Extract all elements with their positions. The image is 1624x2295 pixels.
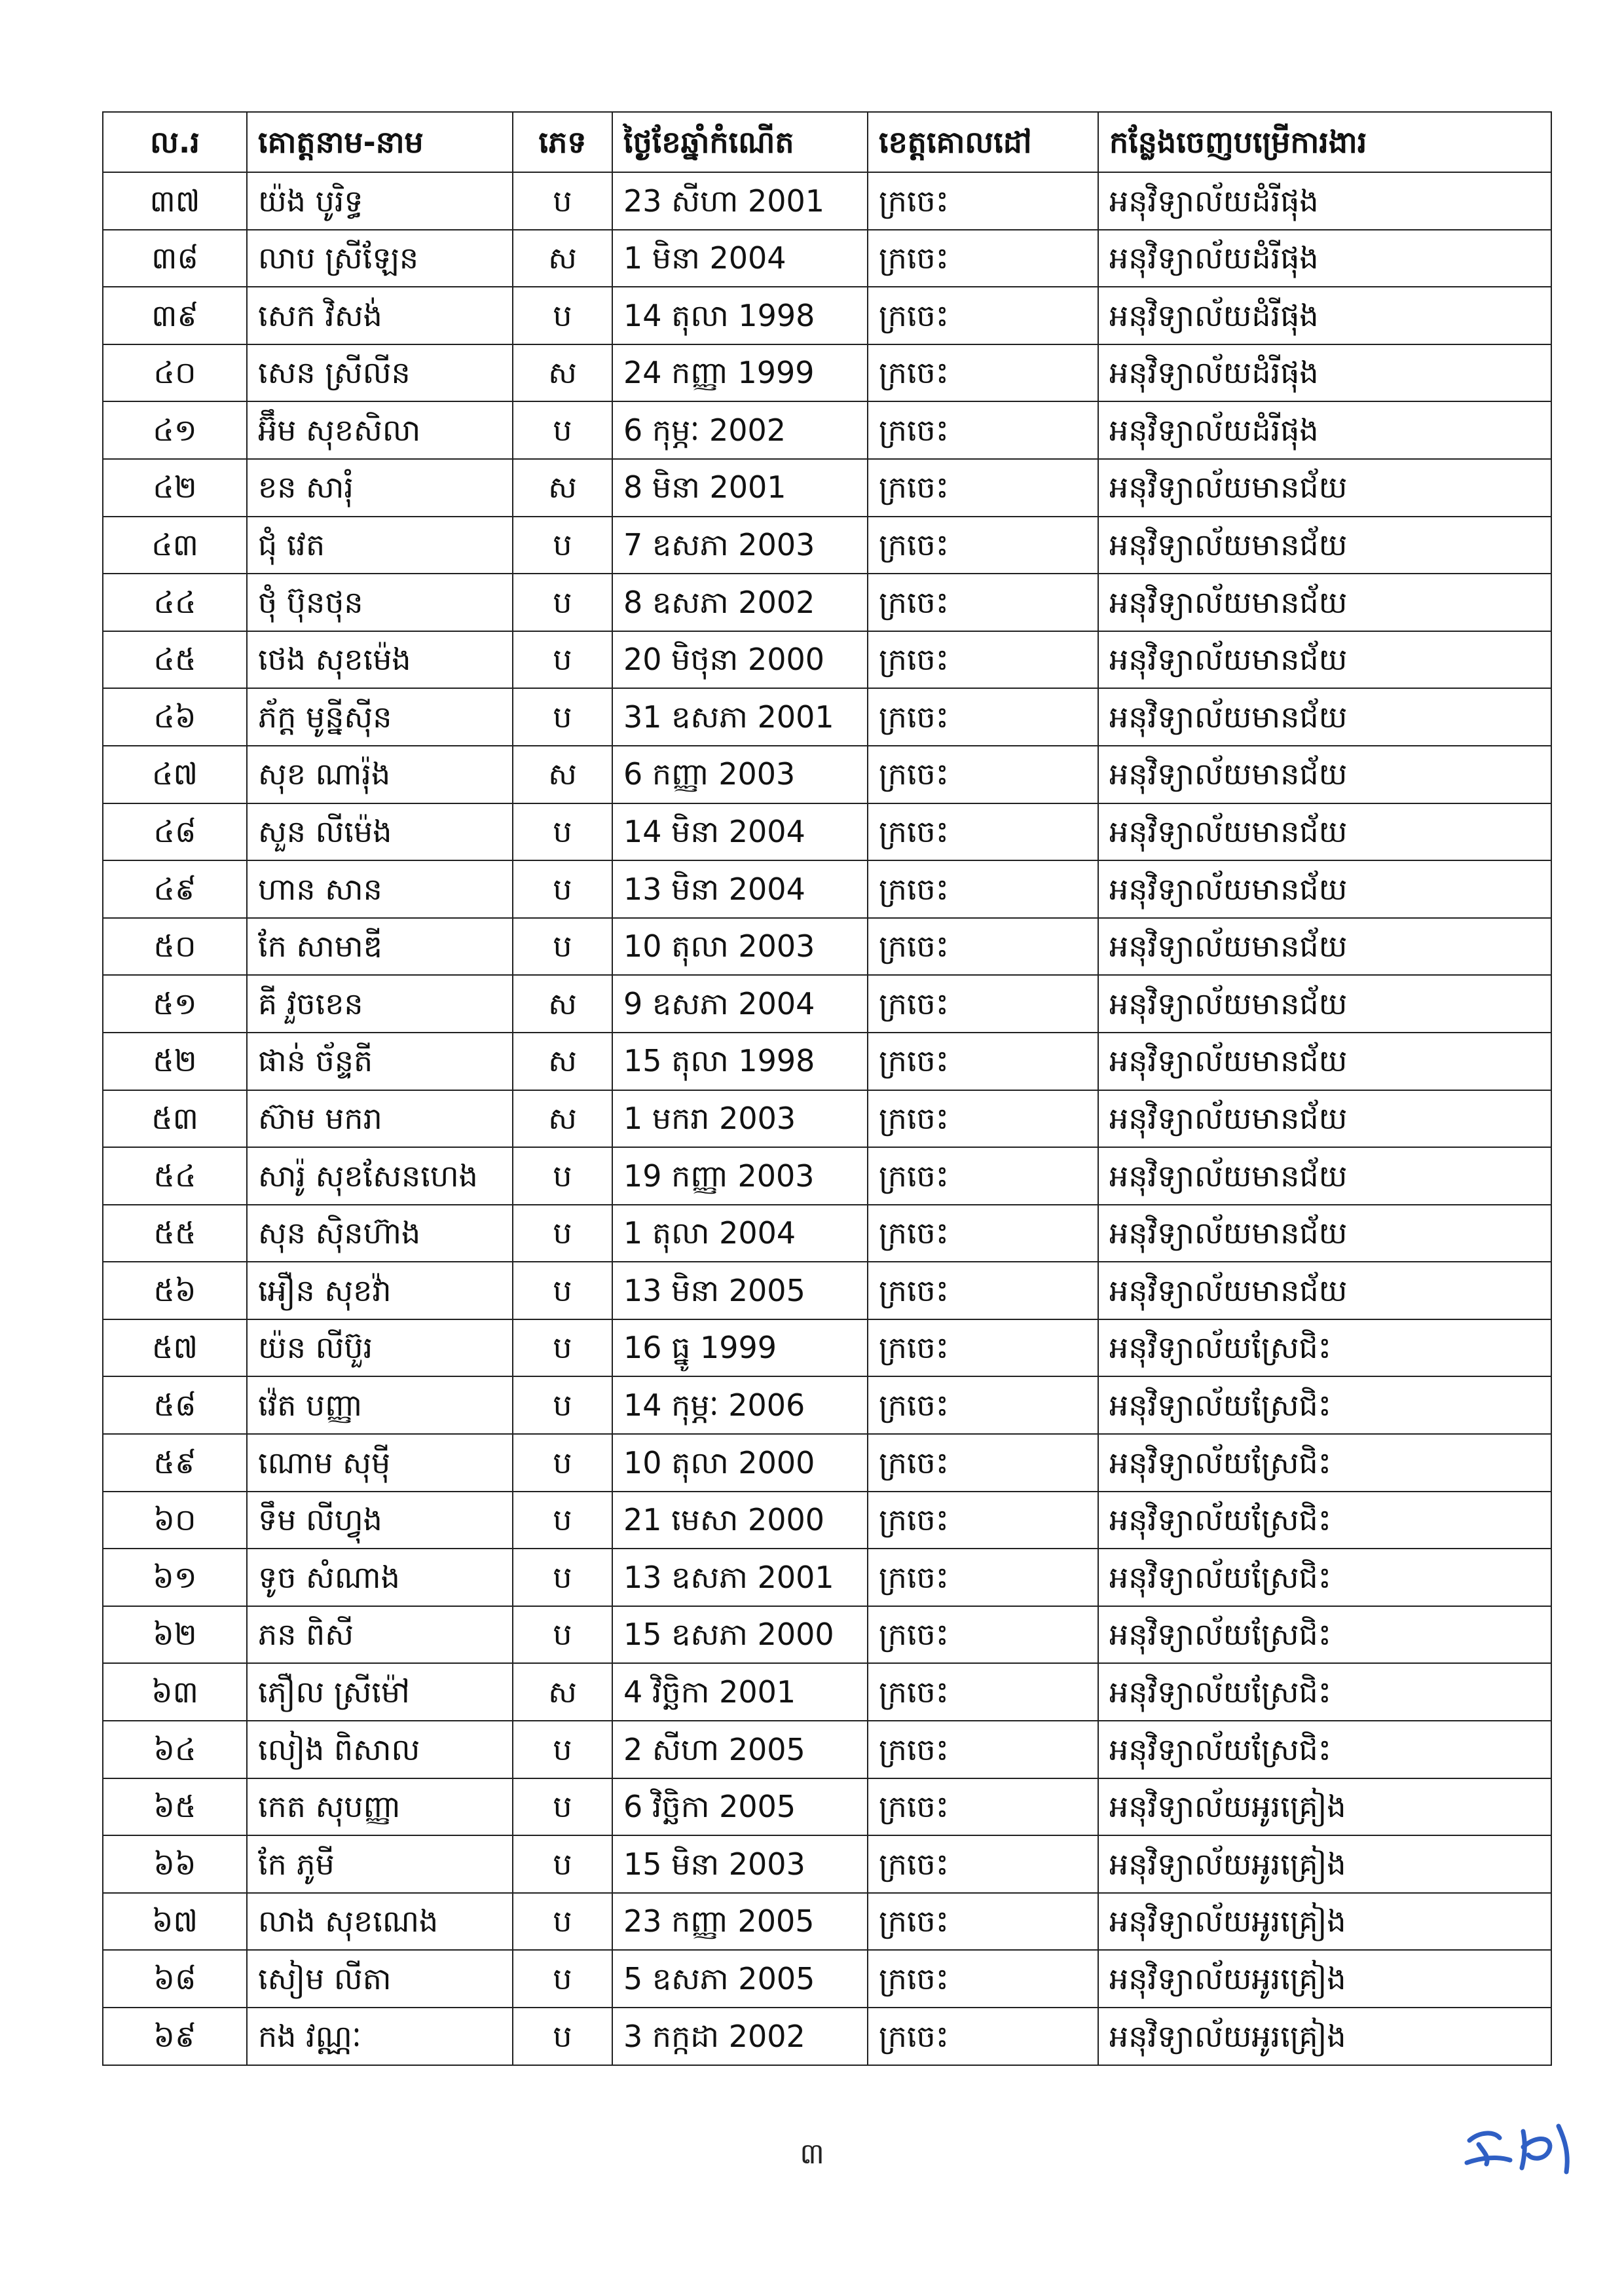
cell-name: ទូច សំណាង bbox=[247, 1549, 513, 1606]
cell-workplace: អនុវិទ្យាល័យអូរគ្រៀង bbox=[1098, 1950, 1551, 2008]
cell-date-of-birth: 15 ឧសភា 2000 bbox=[612, 1606, 868, 1664]
cell-name: កេត សុបញ្ញា bbox=[247, 1778, 513, 1836]
cell-province: ក្រចេះ bbox=[868, 517, 1098, 574]
table-row bbox=[103, 459, 1551, 517]
table-row bbox=[103, 860, 1551, 918]
table-row bbox=[103, 1663, 1551, 1721]
cell-name: សារ៉ូ សុខសែនហេង bbox=[247, 1147, 513, 1205]
table-row bbox=[103, 1778, 1551, 1836]
cell-province: ក្រចេះ bbox=[868, 1606, 1098, 1664]
cell-date-of-birth: 6 កុម្ភៈ 2002 bbox=[612, 401, 868, 459]
cell-province: ក្រចេះ bbox=[868, 1033, 1098, 1090]
cell-name: សេន ស្រីលីន bbox=[247, 344, 513, 402]
cell-workplace: អនុវិទ្យាល័យស្រែជិះ bbox=[1098, 1376, 1551, 1434]
cell-number: ៥១ bbox=[103, 975, 247, 1033]
cell-name: ទឹម លីហ្វុង bbox=[247, 1492, 513, 1549]
cell-name: កែ សាមាឌី bbox=[247, 918, 513, 976]
cell-date-of-birth: 4 វិច្ឆិកា 2001 bbox=[612, 1663, 868, 1721]
header-date-of-birth: ថ្ងៃខែឆ្នាំកំណើត bbox=[612, 112, 868, 172]
cell-date-of-birth: 8 មិនា 2001 bbox=[612, 459, 868, 517]
cell-sex: ប bbox=[513, 1262, 612, 1319]
cell-number: ៤៩ bbox=[103, 860, 247, 918]
table-row bbox=[103, 401, 1551, 459]
cell-name: គី វួចខេន bbox=[247, 975, 513, 1033]
cell-province: ក្រចេះ bbox=[868, 1492, 1098, 1549]
cell-number: ៤៣ bbox=[103, 517, 247, 574]
cell-name: ភន ពិសី bbox=[247, 1606, 513, 1664]
cell-sex: ប bbox=[513, 517, 612, 574]
cell-workplace: អនុវិទ្យាល័យដំរីផុង bbox=[1098, 401, 1551, 459]
cell-sex: ប bbox=[513, 574, 612, 631]
header-sex: ភេទ bbox=[513, 112, 612, 172]
cell-province: ក្រចេះ bbox=[868, 230, 1098, 287]
cell-workplace: អនុវិទ្យាល័យមានជ័យ bbox=[1098, 631, 1551, 689]
cell-sex: ប bbox=[513, 1606, 612, 1664]
table-row bbox=[103, 1205, 1551, 1262]
cell-date-of-birth: 6 វិច្ឆិកា 2005 bbox=[612, 1778, 868, 1836]
cell-sex: ប bbox=[513, 401, 612, 459]
table-row bbox=[103, 230, 1551, 287]
table-header-row bbox=[103, 112, 1551, 172]
table-row bbox=[103, 918, 1551, 976]
table-row bbox=[103, 1319, 1551, 1377]
table-row bbox=[103, 1606, 1551, 1664]
cell-sex: ប bbox=[513, 1778, 612, 1836]
cell-province: ក្រចេះ bbox=[868, 1893, 1098, 1951]
cell-workplace: អនុវិទ្យាល័យមានជ័យ bbox=[1098, 1205, 1551, 1262]
cell-number: ៤២ bbox=[103, 459, 247, 517]
cell-sex: ប bbox=[513, 1147, 612, 1205]
cell-number: ៣៧ bbox=[103, 172, 247, 230]
cell-province: ក្រចេះ bbox=[868, 1262, 1098, 1319]
cell-name: អឿន សុខវ៉ា bbox=[247, 1262, 513, 1319]
cell-sex: ប bbox=[513, 631, 612, 689]
cell-number: ៦៦ bbox=[103, 1835, 247, 1893]
cell-workplace: អនុវិទ្យាល័យមានជ័យ bbox=[1098, 459, 1551, 517]
cell-workplace: អនុវិទ្យាល័យស្រែជិះ bbox=[1098, 1663, 1551, 1721]
cell-sex: ស bbox=[513, 746, 612, 803]
cell-date-of-birth: 13 មិនា 2005 bbox=[612, 1262, 868, 1319]
cell-workplace: អនុវិទ្យាល័យមានជ័យ bbox=[1098, 1090, 1551, 1148]
cell-date-of-birth: 1 តុលា 2004 bbox=[612, 1205, 868, 1262]
cell-workplace: អនុវិទ្យាល័យស្រែជិះ bbox=[1098, 1319, 1551, 1377]
cell-sex: ប bbox=[513, 1549, 612, 1606]
cell-name: វ៉េត បញ្ញា bbox=[247, 1376, 513, 1434]
cell-date-of-birth: 10 តុលា 2000 bbox=[612, 1434, 868, 1492]
table-row bbox=[103, 1147, 1551, 1205]
cell-province: ក្រចេះ bbox=[868, 1778, 1098, 1836]
cell-workplace: អនុវិទ្យាល័យមានជ័យ bbox=[1098, 746, 1551, 803]
cell-date-of-birth: 10 តុលា 2003 bbox=[612, 918, 868, 976]
cell-name: លៀង ពិសាល bbox=[247, 1721, 513, 1778]
cell-sex: ប bbox=[513, 1376, 612, 1434]
cell-province: ក្រចេះ bbox=[868, 2008, 1098, 2065]
cell-province: ក្រចេះ bbox=[868, 1090, 1098, 1148]
table-row bbox=[103, 803, 1551, 861]
cell-number: ៦៧ bbox=[103, 1893, 247, 1951]
cell-workplace: អនុវិទ្យាល័យអូរគ្រៀង bbox=[1098, 1778, 1551, 1836]
table-row bbox=[103, 1090, 1551, 1148]
cell-sex: ប bbox=[513, 1893, 612, 1951]
cell-sex: ប bbox=[513, 1205, 612, 1262]
cell-date-of-birth: 23 សីហា 2001 bbox=[612, 172, 868, 230]
header-province: ខេត្តគោលដៅ bbox=[868, 112, 1098, 172]
table-row bbox=[103, 1549, 1551, 1606]
cell-date-of-birth: 6 កញ្ញា 2003 bbox=[612, 746, 868, 803]
cell-workplace: អនុវិទ្យាល័យមានជ័យ bbox=[1098, 517, 1551, 574]
cell-number: ៦៣ bbox=[103, 1663, 247, 1721]
cell-province: ក្រចេះ bbox=[868, 1950, 1098, 2008]
table-body bbox=[103, 172, 1551, 2065]
cell-workplace: អនុវិទ្យាល័យដំរីផុង bbox=[1098, 172, 1551, 230]
table-row bbox=[103, 574, 1551, 631]
cell-sex: ស bbox=[513, 1033, 612, 1090]
cell-date-of-birth: 14 កុម្ភៈ 2006 bbox=[612, 1376, 868, 1434]
table-row bbox=[103, 1376, 1551, 1434]
cell-name: សុខ ណារ៉ុង bbox=[247, 746, 513, 803]
cell-date-of-birth: 9 ឧសភា 2004 bbox=[612, 975, 868, 1033]
cell-date-of-birth: 21 មេសា 2000 bbox=[612, 1492, 868, 1549]
header-number: ល.រ bbox=[103, 112, 247, 172]
cell-workplace: អនុវិទ្យាល័យដំរីផុង bbox=[1098, 287, 1551, 344]
cell-province: ក្រចេះ bbox=[868, 688, 1098, 746]
table-row bbox=[103, 631, 1551, 689]
cell-province: ក្រចេះ bbox=[868, 344, 1098, 402]
cell-province: ក្រចេះ bbox=[868, 1835, 1098, 1893]
cell-name: អ៊ឹម សុខសិលា bbox=[247, 401, 513, 459]
cell-name: ជុំ វេត bbox=[247, 517, 513, 574]
cell-sex: ស bbox=[513, 344, 612, 402]
cell-sex: ស bbox=[513, 975, 612, 1033]
table-row bbox=[103, 1835, 1551, 1893]
cell-date-of-birth: 20 មិថុនា 2000 bbox=[612, 631, 868, 689]
table-row bbox=[103, 688, 1551, 746]
cell-province: ក្រចេះ bbox=[868, 1376, 1098, 1434]
cell-number: ៤៧ bbox=[103, 746, 247, 803]
cell-date-of-birth: 2 សីហា 2005 bbox=[612, 1721, 868, 1778]
cell-name: ភឿល ស្រីម៉ៅ bbox=[247, 1663, 513, 1721]
header-name: គោត្តនាម-នាម bbox=[247, 112, 513, 172]
cell-name: កែ ភូមី bbox=[247, 1835, 513, 1893]
cell-name: សៀម លីតា bbox=[247, 1950, 513, 2008]
cell-number: ៦៩ bbox=[103, 2008, 247, 2065]
cell-sex: ប bbox=[513, 688, 612, 746]
cell-name: ស៊ាម មករា bbox=[247, 1090, 513, 1148]
cell-number: ៥៧ bbox=[103, 1319, 247, 1377]
cell-name: យ៉ន លីប៊ួរ bbox=[247, 1319, 513, 1377]
signature-initials-icon bbox=[1460, 2112, 1578, 2184]
cell-number: ៦១ bbox=[103, 1549, 247, 1606]
cell-province: ក្រចេះ bbox=[868, 746, 1098, 803]
cell-date-of-birth: 24 កញ្ញា 1999 bbox=[612, 344, 868, 402]
cell-workplace: អនុវិទ្យាល័យអូរគ្រៀង bbox=[1098, 1835, 1551, 1893]
cell-date-of-birth: 1 មករា 2003 bbox=[612, 1090, 868, 1148]
cell-date-of-birth: 5 ឧសភា 2005 bbox=[612, 1950, 868, 2008]
cell-number: ៥៣ bbox=[103, 1090, 247, 1148]
table-row bbox=[103, 1950, 1551, 2008]
cell-date-of-birth: 7 ឧសភា 2003 bbox=[612, 517, 868, 574]
cell-workplace: អនុវិទ្យាល័យមានជ័យ bbox=[1098, 574, 1551, 631]
table-row bbox=[103, 2008, 1551, 2065]
cell-name: ហាន សាន bbox=[247, 860, 513, 918]
cell-province: ក្រចេះ bbox=[868, 860, 1098, 918]
cell-date-of-birth: 16 ធ្នូ 1999 bbox=[612, 1319, 868, 1377]
cell-name: ខន សារុំ bbox=[247, 459, 513, 517]
cell-number: ៣៩ bbox=[103, 287, 247, 344]
cell-name: យ៉ង បូរិទ្ធ bbox=[247, 172, 513, 230]
cell-province: ក្រចេះ bbox=[868, 574, 1098, 631]
cell-sex: ប bbox=[513, 803, 612, 861]
cell-date-of-birth: 3 កក្កដា 2002 bbox=[612, 2008, 868, 2065]
cell-date-of-birth: 15 មិនា 2003 bbox=[612, 1835, 868, 1893]
cell-province: ក្រចេះ bbox=[868, 1721, 1098, 1778]
cell-name: សេក វិសង់ bbox=[247, 287, 513, 344]
cell-workplace: អនុវិទ្យាល័យមានជ័យ bbox=[1098, 1262, 1551, 1319]
table-row bbox=[103, 1434, 1551, 1492]
cell-name: ថេង សុខម៉េង bbox=[247, 631, 513, 689]
cell-number: ៤៦ bbox=[103, 688, 247, 746]
cell-workplace: អនុវិទ្យាល័យមានជ័យ bbox=[1098, 688, 1551, 746]
cell-workplace: អនុវិទ្យាល័យដំរីផុង bbox=[1098, 230, 1551, 287]
cell-sex: ស bbox=[513, 1090, 612, 1148]
cell-number: ៤៨ bbox=[103, 803, 247, 861]
cell-number: ៤៤ bbox=[103, 574, 247, 631]
cell-date-of-birth: 13 ឧសភា 2001 bbox=[612, 1549, 868, 1606]
cell-date-of-birth: 19 កញ្ញា 2003 bbox=[612, 1147, 868, 1205]
cell-number: ៥៦ bbox=[103, 1262, 247, 1319]
table-row bbox=[103, 1721, 1551, 1778]
cell-workplace: អនុវិទ្យាល័យមានជ័យ bbox=[1098, 1147, 1551, 1205]
cell-sex: ប bbox=[513, 918, 612, 976]
cell-province: ក្រចេះ bbox=[868, 459, 1098, 517]
cell-workplace: អនុវិទ្យាល័យមានជ័យ bbox=[1098, 860, 1551, 918]
cell-province: ក្រចេះ bbox=[868, 1549, 1098, 1606]
table-row bbox=[103, 344, 1551, 402]
cell-workplace: អនុវិទ្យាល័យមានជ័យ bbox=[1098, 803, 1551, 861]
cell-name: ផាន់ ច័ន្ទតី bbox=[247, 1033, 513, 1090]
table-row bbox=[103, 1893, 1551, 1951]
cell-sex: ប bbox=[513, 860, 612, 918]
cell-workplace: អនុវិទ្យាល័យដំរីផុង bbox=[1098, 344, 1551, 402]
cell-number: ៤១ bbox=[103, 401, 247, 459]
cell-date-of-birth: 14 តុលា 1998 bbox=[612, 287, 868, 344]
cell-date-of-birth: 31 ឧសភា 2001 bbox=[612, 688, 868, 746]
cell-date-of-birth: 8 ឧសភា 2002 bbox=[612, 574, 868, 631]
cell-name: កង វណ្ណៈ bbox=[247, 2008, 513, 2065]
cell-province: ក្រចេះ bbox=[868, 1663, 1098, 1721]
cell-number: ៤០ bbox=[103, 344, 247, 402]
cell-number: ៥៤ bbox=[103, 1147, 247, 1205]
cell-number: ៥២ bbox=[103, 1033, 247, 1090]
cell-date-of-birth: 13 មិនា 2004 bbox=[612, 860, 868, 918]
page-number: ៣ bbox=[800, 2137, 824, 2171]
cell-number: ៦៨ bbox=[103, 1950, 247, 2008]
cell-number: ៥៥ bbox=[103, 1205, 247, 1262]
cell-province: ក្រចេះ bbox=[868, 172, 1098, 230]
staff-assignment-table bbox=[102, 111, 1552, 2066]
cell-sex: ប bbox=[513, 172, 612, 230]
table-row bbox=[103, 1492, 1551, 1549]
cell-date-of-birth: 15 តុលា 1998 bbox=[612, 1033, 868, 1090]
cell-number: ៣៨ bbox=[103, 230, 247, 287]
cell-sex: ស bbox=[513, 459, 612, 517]
cell-number: ៦២ bbox=[103, 1606, 247, 1664]
cell-province: ក្រចេះ bbox=[868, 1434, 1098, 1492]
cell-province: ក្រចេះ bbox=[868, 803, 1098, 861]
cell-workplace: អនុវិទ្យាល័យស្រែជិះ bbox=[1098, 1434, 1551, 1492]
table-row bbox=[103, 1033, 1551, 1090]
cell-number: ៦៤ bbox=[103, 1721, 247, 1778]
cell-province: ក្រចេះ bbox=[868, 1319, 1098, 1377]
table-row bbox=[103, 287, 1551, 344]
cell-sex: ប bbox=[513, 1835, 612, 1893]
cell-workplace: អនុវិទ្យាល័យស្រែជិះ bbox=[1098, 1721, 1551, 1778]
cell-sex: ប bbox=[513, 1319, 612, 1377]
cell-sex: ប bbox=[513, 1950, 612, 2008]
cell-workplace: អនុវិទ្យាល័យមានជ័យ bbox=[1098, 975, 1551, 1033]
cell-workplace: អនុវិទ្យាល័យមានជ័យ bbox=[1098, 918, 1551, 976]
cell-workplace: អនុវិទ្យាល័យអូរគ្រៀង bbox=[1098, 1893, 1551, 1951]
header-workplace: កន្លែងចេញបម្រើការងារ bbox=[1098, 112, 1551, 172]
cell-name: សុន ស៊ិនហ៊ាង bbox=[247, 1205, 513, 1262]
cell-date-of-birth: 1 មិនា 2004 bbox=[612, 230, 868, 287]
cell-date-of-birth: 14 មិនា 2004 bbox=[612, 803, 868, 861]
cell-number: ៦០ bbox=[103, 1492, 247, 1549]
cell-sex: ប bbox=[513, 1434, 612, 1492]
table-row bbox=[103, 746, 1551, 803]
cell-number: ៥០ bbox=[103, 918, 247, 976]
cell-province: ក្រចេះ bbox=[868, 1205, 1098, 1262]
cell-number: ៦៥ bbox=[103, 1778, 247, 1836]
cell-sex: ប bbox=[513, 2008, 612, 2065]
cell-province: ក្រចេះ bbox=[868, 975, 1098, 1033]
cell-workplace: អនុវិទ្យាល័យស្រែជិះ bbox=[1098, 1492, 1551, 1549]
cell-name: ភ័ក្ត មូន្នីស៊ីន bbox=[247, 688, 513, 746]
cell-province: ក្រចេះ bbox=[868, 401, 1098, 459]
cell-sex: ប bbox=[513, 287, 612, 344]
cell-province: ក្រចេះ bbox=[868, 918, 1098, 976]
table-row bbox=[103, 172, 1551, 230]
table-row bbox=[103, 1262, 1551, 1319]
cell-number: ៥៨ bbox=[103, 1376, 247, 1434]
cell-name: ថុំ ប៊ុនថុន bbox=[247, 574, 513, 631]
cell-sex: ស bbox=[513, 1663, 612, 1721]
cell-number: ៥៩ bbox=[103, 1434, 247, 1492]
cell-province: ក្រចេះ bbox=[868, 287, 1098, 344]
cell-workplace: អនុវិទ្យាល័យមានជ័យ bbox=[1098, 1033, 1551, 1090]
table-row bbox=[103, 975, 1551, 1033]
cell-workplace: អនុវិទ្យាល័យអូរគ្រៀង bbox=[1098, 2008, 1551, 2065]
cell-name: លាប ស្រីឡែន bbox=[247, 230, 513, 287]
cell-name: លាង សុខណេង bbox=[247, 1893, 513, 1951]
cell-name: សួន លីម៉េង bbox=[247, 803, 513, 861]
cell-province: ក្រចេះ bbox=[868, 631, 1098, 689]
cell-number: ៤៥ bbox=[103, 631, 247, 689]
cell-sex: ប bbox=[513, 1721, 612, 1778]
cell-workplace: អនុវិទ្យាល័យស្រែជិះ bbox=[1098, 1549, 1551, 1606]
cell-sex: ស bbox=[513, 230, 612, 287]
cell-date-of-birth: 23 កញ្ញា 2005 bbox=[612, 1893, 868, 1951]
cell-workplace: អនុវិទ្យាល័យស្រែជិះ bbox=[1098, 1606, 1551, 1664]
table-row bbox=[103, 517, 1551, 574]
cell-sex: ប bbox=[513, 1492, 612, 1549]
cell-province: ក្រចេះ bbox=[868, 1147, 1098, 1205]
cell-name: ណោម សុម៉ី bbox=[247, 1434, 513, 1492]
